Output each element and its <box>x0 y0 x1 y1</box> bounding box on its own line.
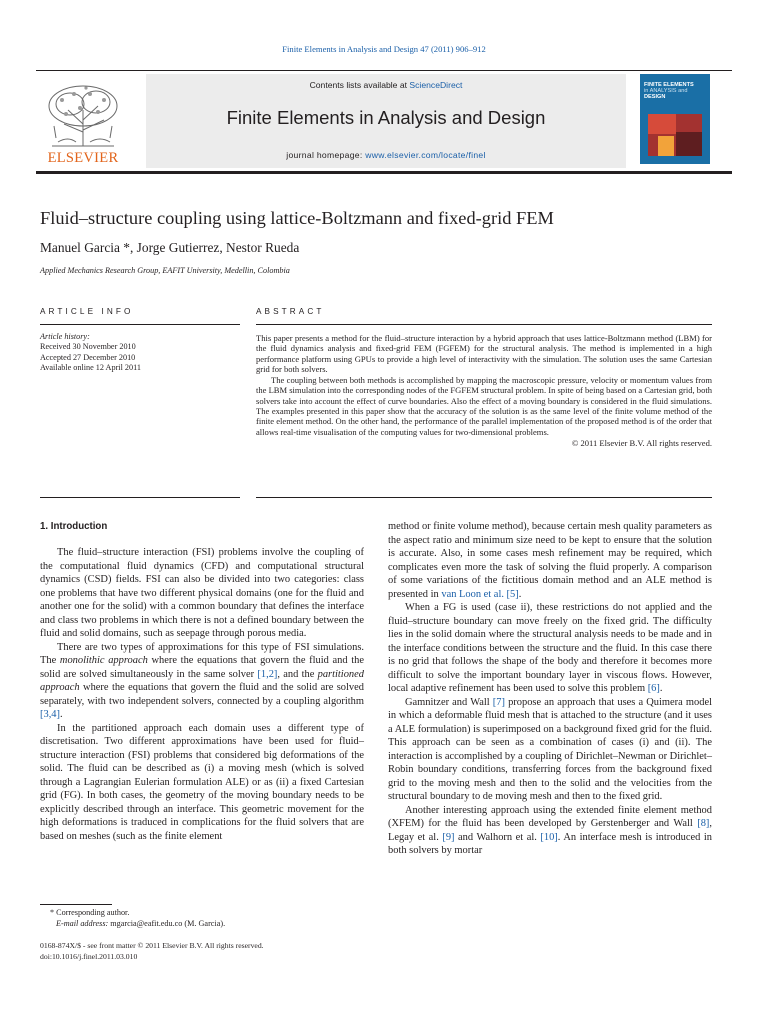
masthead-center-panel <box>146 74 626 168</box>
reference-link[interactable]: [6] <box>647 683 660 694</box>
history-received: Received 30 November 2010 <box>40 342 136 352</box>
journal-homepage-link[interactable]: www.elsevier.com/locate/finel <box>365 150 486 160</box>
article-title: Fluid–structure coupling using lattice-Boltzmann and fixed-grid FEM <box>40 208 554 228</box>
cover-image <box>648 114 702 156</box>
homepage-line <box>146 150 626 160</box>
reference-link[interactable]: [1,2] <box>257 668 278 680</box>
footnote-email <box>40 918 364 929</box>
body-column-right <box>388 520 712 858</box>
homepage-prefix: journal homepage: <box>286 150 366 160</box>
section-heading-introduction: 1. Introduction <box>40 521 108 532</box>
journal-name: Finite Elements in Analysis and Design <box>226 107 546 128</box>
reference-link[interactable]: [3,4] <box>40 709 60 720</box>
body-paragraph: When a FG is used (case ii), these restrictions do not applied and the fluid–structure boundary can move freely on the fixed grid. The difficulty lies in the solid domain where the structural analysis needs to be made and in the interface conditions between the structure and the fluid. In this case there is no grid that follows the shape of the body and therefore it becomes more difficult to solve the important boundary layer in viscous flows. However, local adaptive refinement has been used to solve this problem [6]. <box>388 602 712 694</box>
article-info-bottom-rule <box>40 497 240 498</box>
journal-citation[interactable]: Finite Elements in Analysis and Design 47 (2011) 906–912 <box>282 44 486 54</box>
cover-title-line-3: DESIGN <box>644 94 666 101</box>
history-online: Available online 12 April 2011 <box>40 363 141 373</box>
article-authors: Manuel Garcia *, Jorge Gutierrez, Nestor Rueda <box>40 240 300 255</box>
abstract-copyright: © 2011 Elsevier B.V. All rights reserved. <box>571 438 712 449</box>
doi-line[interactable]: doi:10.1016/j.finel.2011.03.010 <box>40 952 138 962</box>
reference-link[interactable]: [10] <box>540 831 558 843</box>
term-partitioned-approach: partitioned approach <box>40 668 364 693</box>
cover-title-line-2: in ANALYSIS and <box>644 88 688 95</box>
history-accepted: Accepted 27 December 2010 <box>40 352 136 362</box>
contents-line <box>146 80 626 90</box>
abstract-body <box>256 333 712 449</box>
cover-title <box>644 82 706 101</box>
body-paragraph: method or finite volume method), because certain mesh quality parameters as the aspect ratio and minimum size need to be kept to ensure that the solution is accurate. Also, in some cases mesh refinement may be required, which complicates even more the task of solving the fluid properly. A comparison of some variations of the fictitious domain method and an ALE method is presented in van Loon et al. [5]. <box>388 521 712 600</box>
body-column-left <box>40 520 364 843</box>
issn-line: 0168-874X/$ - see front matter © 2011 Elsevier B.V. All rights reserved. <box>40 941 264 950</box>
abstract-paragraph-2: The coupling between both methods is accomplished by mapping the macroscopic pressure, velocity or momentum values from the LBM simulation into the corresponding nodes of the FGFEM structural problem. In spite of being based on a Cartesian grid, both solvers take into account the effect of curve boundaries. Also the effect of a moving boundary is considered in the fluid simulations. The examples presented in this paper show that the accuracy of the solution is as the same level of the finite volume method of the finite element method. On the other hand, the performance of the parallel implementation of the proposed method is of the order that allows real-time visualisation of the computing values for two-dimensional problems. <box>256 374 712 437</box>
body-paragraph: There are two types of approximations for this type of FSI simulations. The monolithic approach where the equations that govern the fluid and the solid are solved simultaneously in the same solver [1,2], and the partitioned approach where the equations that govern the fluid and the solid are solved separately, with two independent solvers, connected by a coupling algorithm [3,4]. <box>40 641 365 720</box>
reference-link[interactable]: van Loon et al. [5] <box>441 588 519 600</box>
abstract-heading: ABSTRACT <box>256 307 325 316</box>
body-paragraph: Gamnitzer and Wall [7] propose an approach that uses a Quimera model in which a deformable fluid mesh that is attached to the structure (and it uses a ALE formulation) is superimposed on a background fixed grid for the fluid. This approach can be seen as a combination of cases (i) and (ii). The interaction is accomplished by a coupling of Dirichlet–Newman or Dirichlet–Robin boundary conditions, transferring forces from the background fixed grid to the moving mesh and then to the solid and the velocities from the structural boundary to de moving mesh and then to the fixed grid. <box>388 696 712 802</box>
footnote-corresponding-author: * Corresponding author. <box>50 908 130 917</box>
issn-doi-block <box>40 940 364 962</box>
body-paragraph: The fluid–structure interaction (FSI) problems involve the coupling of the computational fluid dynamics (CFD) and computational structural dynamics (CSD) fields. FSI can also be divided into two categories: class one problems that have two different physical domains (one for the fluid and another one for the solid) with a common boundary that defines the interface and class two problems in which there is not a defined boundary between the fluid and solid domains, such as seepage through porous media. <box>40 547 364 639</box>
header-rule-thick <box>36 171 732 174</box>
author-affiliation: Applied Mechanics Research Group, EAFIT University, Medellin, Colombia <box>40 266 290 275</box>
journal-cover-thumbnail[interactable] <box>640 74 710 164</box>
reference-link[interactable]: [7] <box>492 696 505 708</box>
abstract-rule <box>256 324 712 325</box>
body-paragraph: In the partitioned approach each domain uses a different type of discretisation. Two different approximations have been used for fluid–structure interaction (FSI) problems that considered big deformations of the solid. The fluid can be described as (i) a moving mesh (which is solved through a Lagrangian Eulerian formulation ALE) or as (ii) a fixed Cartesian grid (FG). In both cases, the geometry of the moving boundary needs to be explicitly described through an interface. This geometric movement for the high deformations is traduced in complications for the fluid solvers that are based on meshes (such as the finite element <box>40 722 364 842</box>
header-rule-top <box>36 70 732 71</box>
contents-prefix: Contents lists available at <box>309 80 410 90</box>
abstract-bottom-rule <box>256 497 712 498</box>
email-label: E-mail address: <box>56 919 109 929</box>
body-paragraph: Another interesting approach using the extended finite element method (XFEM) for the fluid has been developed by Gerstenberger and Wall [8], Legay et al. [9] and Walhorn et al. [10]. An interface mesh is introduced in both solvers by mortar <box>388 804 712 856</box>
sciencedirect-link[interactable]: ScienceDirect <box>409 80 463 90</box>
journal-masthead <box>36 74 732 168</box>
footnote-rule <box>40 904 112 905</box>
history-label: Article history: <box>40 332 90 341</box>
elsevier-wordmark[interactable]: ELSEVIER <box>47 150 119 166</box>
abstract-paragraph-1: This paper presents a method for the fluid–structure interaction by a hybrid approach that uses lattice-Boltzmann method (LBM) for the fluid dynamics analysis and fixed-grid FEM (FGFEM) for the structural analysis. The method is implemented in a high performance platform using GPUs to provide a high level of interactivity with the simulation. The solution uses the same Cartesian grid for both solvers. <box>256 333 712 375</box>
article-info-heading: ARTICLE INFO <box>40 307 134 316</box>
article-history <box>40 332 240 374</box>
article-info-rule <box>40 324 240 325</box>
footnotes <box>40 907 364 930</box>
cover-title-line-1: FINITE ELEMENTS <box>644 82 694 88</box>
reference-link[interactable]: [8] <box>697 818 710 829</box>
term-monolithic-approach: monolithic approach <box>59 655 148 666</box>
reference-link[interactable]: [9] <box>442 831 455 843</box>
email-value[interactable]: mgarcia@eafit.edu.co (M. Garcia). <box>108 919 226 929</box>
